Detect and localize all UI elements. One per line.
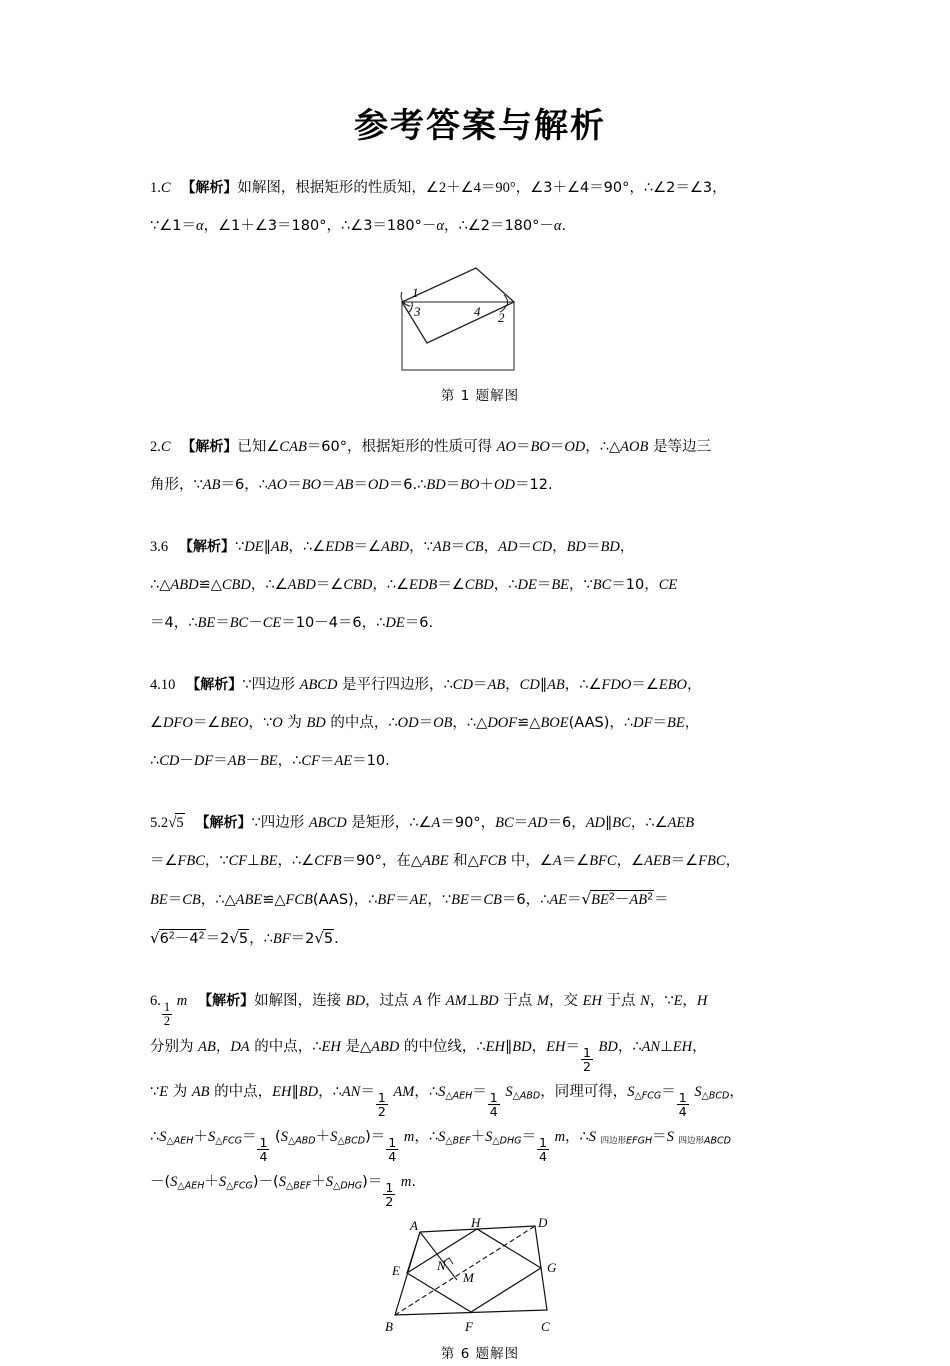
vertex-label-a: A [410, 1217, 418, 1233]
vertex-label-g: G [547, 1259, 557, 1275]
vertex-label-e: E [392, 1262, 400, 1278]
answer-text-3: ∵DE∥AB，∴∠EDB＝∠ABD，∵AB＝CB，AD＝CD，BD＝BD， ∴△ABD≌△CBD，∴∠ABD＝∠CBD，∴∠EDB＝∠CBD，∴DE＝BE，∵BC＝10，CE ＝4，∴BE＝BC－CE＝10－4＝6，∴DE＝6. [150, 539, 678, 632]
answer-block-3 [150, 528, 810, 642]
answer-block-6 [150, 982, 810, 1207]
analysis-tag-2: 【解析】 [181, 439, 238, 456]
vertex-label-f: F [465, 1318, 473, 1334]
vertex-label-n: N [437, 1257, 446, 1273]
answer-text-2: 已知∠CAB＝60°，根据矩形的性质可得 AO＝BO＝OD，∴△AOB 是等边三 角形，∵AB＝6，∴AO＝BO＝AB＝OD＝6.∴BD＝BO＋OD＝12. [150, 439, 711, 494]
page-content [150, 0, 810, 1366]
answer-text-6: 如解图，连接 BD，过点 A 作 AM⊥BD 于点 M，交 EH 于点 N，∵E，H 分别为 AB，DA 的中点，∴EH 是△ABD 的中位线，∴EH∥BD，EH＝ $\frac{1}{2}$ BD，∴AN⊥EH， ∵E 为 AB 的中点，EH∥BD，∴AN＝ $\frac{1}{2}$ AM，$\therefore S_{\triangle AEH}=$ $\frac{1}{4}$ $S_{\triangle ABD}$，同理可得，$S_{\triangle FCG}=$ $\frac{1}{4}$ $S_{\triangle BCD}$， $\therefore S_{\triangle AEH}+S_{\triangle FCG}=$ $\frac{1}{4}$ $(S_{\triangle ABD}+S_{\triangle BCD})=$ $\frac{1}{4}$ m，$\therefore S_{\triangle BEF}+S_{\triangle DHG}=$ $\frac{1}{4}$ m，∴S 四边形$_{EFGH}$＝S 四边形$_{ABCD}$ $-(S_{\triangle AEH}+S_{\triangle FCG})-(S_{\triangle BEF}+S_{\triangle DHG})=$ $\frac{1}{2}$ m. [150, 993, 744, 1209]
angle-arc-3 [409, 302, 413, 313]
analysis-tag-3: 【解析】 [179, 539, 235, 556]
figure-6-caption: 第 6 题解图 [440, 1345, 520, 1362]
figure-6-drawing [375, 1218, 585, 1338]
analysis-tag-6: 【解析】 [198, 993, 255, 1010]
figure-1 [150, 255, 810, 404]
answer-text-1: 如解图，根据矩形的性质知，∠2＋∠4＝90°，∠3＋∠4＝90°，∴∠2＝∠3， ∵∠1＝α，∠1＋∠3＝180°，∴∠3＝180°－α，∴∠2＝180°－α. [150, 180, 727, 235]
angle-arc-4 [504, 295, 508, 306]
answer-number-4: 4. [150, 677, 161, 694]
answer-text-5: ∵四边形 ABCD 是矩形，∴∠A＝90°，BC＝AD＝6，AD∥BC，∴∠AEB ＝∠FBC，∵CF⊥BE，∴∠CFB＝90°，在△ABE 和△FCB 中，∠A＝∠BFC，∠AEB＝∠FBC， BE＝CB，∴△ABE≌△FCB(AAS)，∴BF＝AE，∵BE＝CB＝6，$\therefore AE=√BE^2-AB^2=$ $√6^2-4^2=2√5$，∴BF＝2√5. [150, 815, 741, 948]
answer-number-3: 3. [150, 539, 161, 556]
answer-number-5: 5. [150, 815, 161, 832]
angle-label-4: 4 [474, 304, 481, 320]
answer-block-4 [150, 666, 810, 780]
answer-number-2: 2. [150, 439, 161, 456]
answer-result-3: 6 [160, 539, 169, 556]
vertex-label-m: M [463, 1269, 474, 1285]
answer-number-6: 6. [150, 993, 161, 1010]
vertex-label-h: H [471, 1217, 481, 1230]
answer-result-6: $\frac{1}{2}$ m [163, 993, 188, 1029]
answer-text-4: ∵四边形 ABCD 是平行四边形，∴CD＝AB，CD∥AB，∴∠FDO＝∠EBO， ∠DFO＝∠BEO，∵O 为 BD 的中点，∴OD＝OB，∴△DOF≌△BOE(AAS)，∴DF＝BE， ∴CD－DF＝AB－BE，∴CF＝AE＝10. [150, 677, 702, 770]
angle-label-3: 3 [414, 304, 421, 320]
answer-block-5 [150, 804, 810, 958]
angle-label-1: 1 [412, 285, 419, 301]
figure-1-drawing [380, 255, 580, 380]
answer-result-4: 10 [160, 677, 176, 694]
analysis-tag-1: 【解析】 [181, 180, 238, 197]
segment-ae [407, 1232, 420, 1273]
figure-6 [150, 1218, 810, 1362]
vertex-label-b: B [385, 1318, 393, 1334]
vertex-label-c: C [541, 1318, 550, 1334]
analysis-tag-5: 【解析】 [195, 815, 252, 832]
vertex-label-d: D [538, 1217, 548, 1230]
figure-1-caption: 第 1 题解图 [440, 388, 520, 405]
answer-number-1: 1. [150, 180, 161, 197]
answer-result-2: C [160, 439, 171, 456]
page-title: 参考答案与解析 [354, 106, 606, 146]
answer-block-2 [150, 428, 810, 504]
angle-label-2: 2 [498, 310, 505, 326]
answer-block-1 [150, 169, 810, 245]
analysis-tag-4: 【解析】 [186, 677, 243, 694]
answer-result-1: C [160, 180, 171, 197]
answer-result-5: 2√5 [160, 815, 184, 832]
